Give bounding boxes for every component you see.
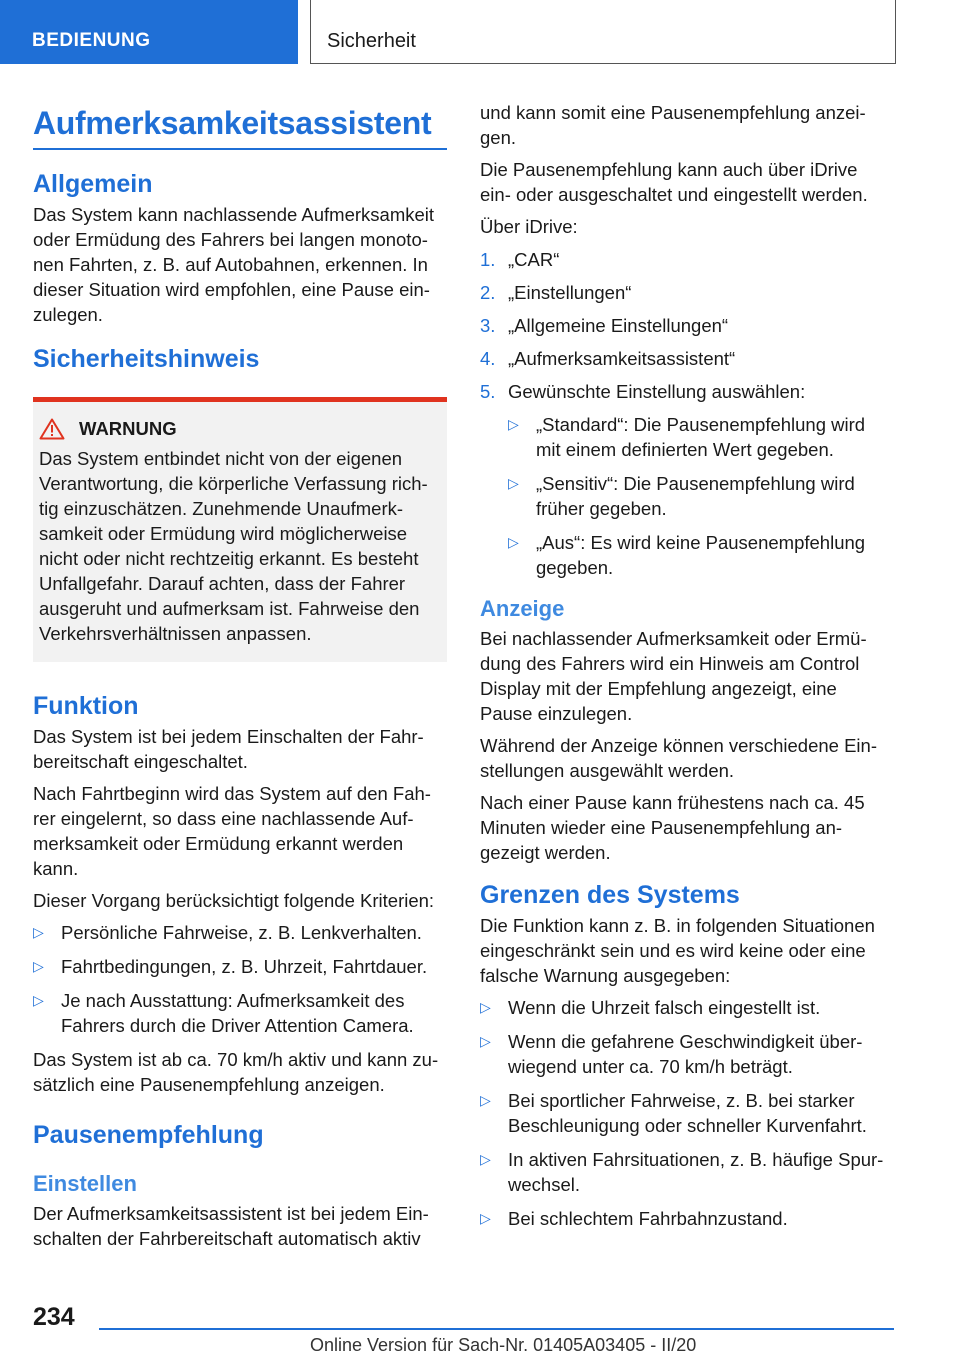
- grenzen-text: Die Funktion kann z. B. in folgenden Situationen eingeschränkt sein und es wird keine oder eine falsche Warnung ausgegeben:: [480, 915, 875, 986]
- step-number: 3.: [480, 315, 496, 336]
- triangle-bullet-icon: ▷: [33, 992, 44, 1008]
- list-item: [33, 954, 447, 979]
- triangle-bullet-icon: ▷: [508, 534, 519, 550]
- list-item-text: Bei schlechtem Fahrbahnzustand.: [508, 1208, 788, 1229]
- list-item-text: Je nach Ausstattung: Aufmerksamkeit des Fahrers durch die Driver Attention Camera.: [61, 990, 414, 1036]
- list-item: [480, 1029, 892, 1079]
- step-number: 2.: [480, 282, 496, 303]
- heading-allgemein: Allgemein: [33, 170, 153, 198]
- right-column: [480, 100, 892, 1240]
- list-item: [508, 530, 892, 580]
- warning-label: WARNUNG: [79, 418, 177, 439]
- list-item-text: Fahrtbedingungen, z. B. Uhrzeit, Fahrtdauer.: [61, 956, 428, 977]
- triangle-bullet-icon: ▷: [480, 1210, 491, 1226]
- list-item-text: „Sensitiv“: Die Pausenempfehlung wird früher gegeben.: [536, 473, 855, 519]
- left-column: [33, 100, 447, 1258]
- step-text: Gewünschte Einstellung auswählen:: [508, 381, 806, 402]
- list-item-text: Wenn die Uhrzeit falsch eingestellt ist.: [508, 997, 821, 1018]
- list-item: [508, 412, 892, 462]
- triangle-bullet-icon: ▷: [33, 958, 44, 974]
- warning-box: [33, 397, 447, 662]
- list-item-text: Wenn die gefahrene Geschwindigkeit über-wiegend unter ca. 70 km/h beträgt.: [508, 1031, 863, 1077]
- list-item: [480, 1088, 892, 1138]
- funktion-text-2: Nach Fahrtbeginn wird das System auf den Fah-rer eingelernt, so dass eine nachlassende Auf-merksamkeit oder Ermüdung erkannt werden kann.: [33, 783, 431, 879]
- heading-grenzen: Grenzen des Systems: [480, 881, 740, 909]
- step-number: 1.: [480, 249, 496, 270]
- continued-text: und kann somit eine Pausenempfehlung anzei-gen.: [480, 102, 866, 148]
- list-item: [480, 1206, 892, 1231]
- triangle-bullet-icon: ▷: [480, 1033, 491, 1049]
- triangle-bullet-icon: ▷: [480, 1092, 491, 1108]
- funktion-text-4: Das System ist ab ca. 70 km/h aktiv und kann zu-sätzlich eine Pausenempfehlung anzeigen.: [33, 1049, 439, 1095]
- step-number: 4.: [480, 348, 496, 369]
- step-text: „CAR“: [508, 249, 560, 270]
- warning-text: Das System entbindet nicht von der eigenen Verantwortung, die körperliche Verfassung rich-tig einzuschätzen. Zunehmende Unaufmerk-samkeit oder Ermüdung wird möglicherweise nicht oder nicht rechtzeitig erkannt. Es besteht Unfallgefahr. Darauf achten, dass der Fahrer ausgeruht und aufmerksam ist. Fahrweise den Verkehrsverhältnissen anpassen.: [39, 448, 428, 644]
- step-item: [480, 346, 892, 371]
- step-number: 5.: [480, 381, 496, 402]
- anzeige-text-3: Nach einer Pause kann frühestens nach ca. 45 Minuten wieder eine Pausenempfehlung an-gezeigt werden.: [480, 792, 865, 863]
- step-text: „Einstellungen“: [508, 282, 632, 303]
- list-item: [33, 988, 447, 1038]
- triangle-bullet-icon: ▷: [480, 1151, 491, 1167]
- list-item: [480, 995, 892, 1020]
- einstellen-text: Der Aufmerksamkeitsassistent ist bei jedem Ein-schalten der Fahrbereitschaft automatisch aktiv: [33, 1203, 429, 1249]
- heading-funktion: Funktion: [33, 692, 139, 720]
- list-item: [508, 471, 892, 521]
- heading-einstellen: Einstellen: [33, 1171, 137, 1196]
- list-item-text: Bei sportlicher Fahrweise, z. B. bei starker Beschleunigung oder schneller Kurvenfahrt.: [508, 1090, 867, 1136]
- triangle-bullet-icon: ▷: [508, 416, 519, 432]
- grenzen-list: [480, 995, 892, 1231]
- triangle-bullet-icon: ▷: [33, 924, 44, 940]
- step-item: [480, 247, 892, 272]
- kriterien-list: [33, 920, 447, 1038]
- options-list: [508, 412, 892, 580]
- anzeige-text-2: Während der Anzeige können verschiedene Ein-stellungen ausgewählt werden.: [480, 735, 877, 781]
- step-item: [480, 313, 892, 338]
- anzeige-text-1: Bei nachlassender Aufmerksamkeit oder Ermü-dung des Fahrers wird ein Hinweis am Control Display mit der Empfehlung angezeigt, eine Pause einzulegen.: [480, 628, 867, 724]
- list-item: [33, 920, 447, 945]
- chapter-tab[interactable]: BEDIENUNG: [0, 0, 298, 64]
- page-number: 234: [33, 1303, 75, 1331]
- idrive-text: Die Pausenempfehlung kann auch über iDrive ein- oder ausgeschaltet und eingestellt werden.: [480, 159, 868, 205]
- step-item: [480, 379, 892, 580]
- list-item: [480, 1147, 892, 1197]
- list-item-text: In aktiven Fahrsituationen, z. B. häufige Spur-wechsel.: [508, 1149, 884, 1195]
- funktion-text-1: Das System ist bei jedem Einschalten der Fahr-bereitschaft eingeschaltet.: [33, 726, 424, 772]
- ueber-idrive-label: Über iDrive:: [480, 216, 578, 237]
- warning-triangle-icon: [39, 418, 65, 440]
- triangle-bullet-icon: ▷: [480, 999, 491, 1015]
- online-version-label: Online Version für Sach-Nr. 01405A03405 - II/20: [310, 1335, 697, 1355]
- step-item: [480, 280, 892, 305]
- allgemein-text: Das System kann nachlassende Aufmerksamkeit oder Ermüdung des Fahrers bei langen monoto-nen Fahrten, z. B. auf Autobahnen, erkennen. In dieser Situation wird empfohlen, eine Pause ein-zulegen.: [33, 204, 435, 325]
- idrive-steps: [480, 247, 892, 580]
- list-item-text: „Aus“: Es wird keine Pausenempfehlung gegeben.: [536, 532, 866, 578]
- funktion-text-3: Dieser Vorgang berücksichtigt folgende Kriterien:: [33, 890, 435, 911]
- footer-divider: [99, 1328, 894, 1330]
- step-text: „Allgemeine Einstellungen“: [508, 315, 729, 336]
- heading-anzeige: Anzeige: [480, 596, 565, 621]
- page-title: Aufmerksamkeitsassistent: [33, 100, 447, 150]
- list-item-text: Persönliche Fahrweise, z. B. Lenkverhalten.: [61, 922, 422, 943]
- warning-header: [39, 416, 441, 442]
- heading-pausenempfehlung: Pausenempfehlung: [33, 1121, 264, 1149]
- triangle-bullet-icon: ▷: [508, 475, 519, 491]
- heading-sicherheitshinweis: Sicherheitshinweis: [33, 345, 260, 373]
- section-title: Sicherheit: [310, 0, 896, 64]
- step-text: „Aufmerksamkeitsassistent“: [508, 348, 736, 369]
- list-item-text: „Standard“: Die Pausenempfehlung wird mit einem definierten Wert gegeben.: [536, 414, 866, 460]
